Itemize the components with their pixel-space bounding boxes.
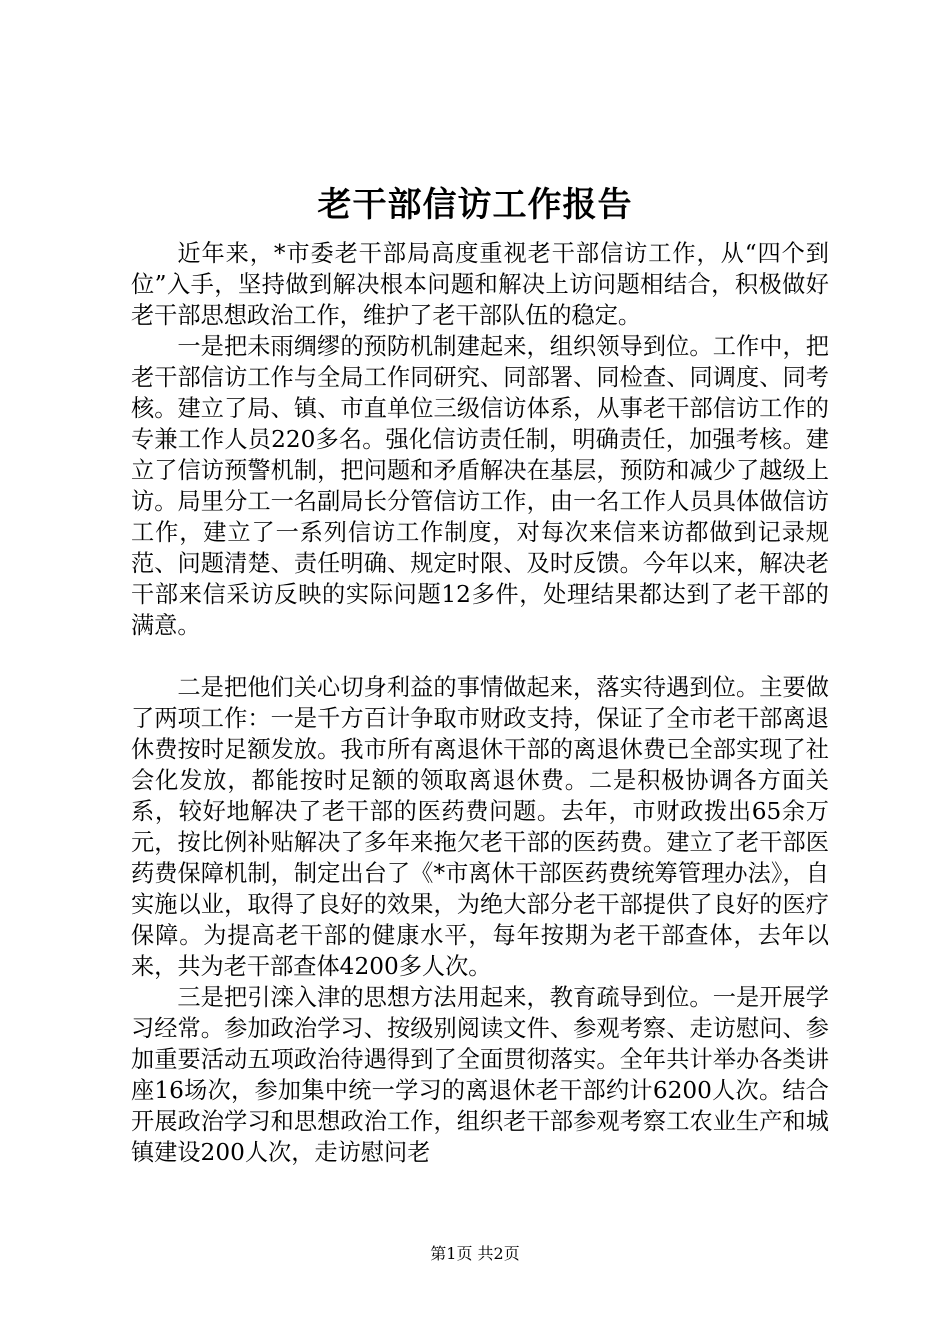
paragraph-three: 三是把引滦入津的思想方法用起来，教育疏导到位。一是开展学习经常。参加政治学习、按级别阅读文件、参观考察、走访慰问、参加重要活动五项政治待遇得到了全面贯彻落实。全年共计举办各类讲座16场次，参加集中统一学习的离退休老干部约计6200人次。结合开展政治学习和思想政治工作，组织老干部参观考察工农业生产和城镇建设200人次，走访慰问老 xyxy=(131,984,829,1166)
document-title: 老干部信访工作报告 xyxy=(317,185,633,225)
page-footer: 第1页 共2页 xyxy=(430,1244,520,1263)
paragraph-two: 二是把他们关心切身利益的事情做起来，落实待遇到位。主要做了两项工作：一是千方百计争取市财政支持，保证了全市老干部离退休费按时足额发放。我市所有离退休干部的离退休费已全部实现了社会化发放，都能按时足额的领取离退休费。二是积极协调各方面关系，较好地解决了老干部的医药费问题。去年，市财政拨出65余万元，按比例补贴解决了多年来拖欠老干部的医药费。建立了老干部医药费保障机制，制定出台了《*市离休干部医药费统筹管理办法》，自实施以业，取得了良好的效果，为绝大部分老干部提供了良好的医疗保障。为提高老干部的健康水平，每年按期为老干部查体，去年以来，共为老干部查体4200多人次。 xyxy=(131,674,829,980)
document-body xyxy=(131,238,829,1168)
paragraph-one: 一是把未雨绸缪的预防机制建起来，组织领导到位。工作中，把老干部信访工作与全局工作同研究、同部署、同检查、同调度、同考核。建立了局、镇、市直单位三级信访体系，从事老干部信访工作的专兼工作人员220多名。强化信访责任制，明确责任，加强考核。建立了信访预警机制，把问题和矛盾解决在基层，预防和减少了越级上访。局里分工一名副局长分管信访工作，由一名工作人员具体做信访工作，建立了一系列信访工作制度，对每次来信来访都做到记录规范、问题清楚、责任明确、规定时限、及时反馈。今年以来，解决老干部来信采访反映的实际问题12多件，处理结果都达到了老干部的满意。 xyxy=(131,333,829,639)
paragraph-gap xyxy=(131,641,829,672)
paragraph-intro: 近年来，*市委老干部局高度重视老干部信访工作，从“四个到位”入手，坚持做到解决根本问题和解决上访问题相结合，积极做好老干部思想政治工作，维护了老干部队伍的稳定。 xyxy=(131,240,829,329)
